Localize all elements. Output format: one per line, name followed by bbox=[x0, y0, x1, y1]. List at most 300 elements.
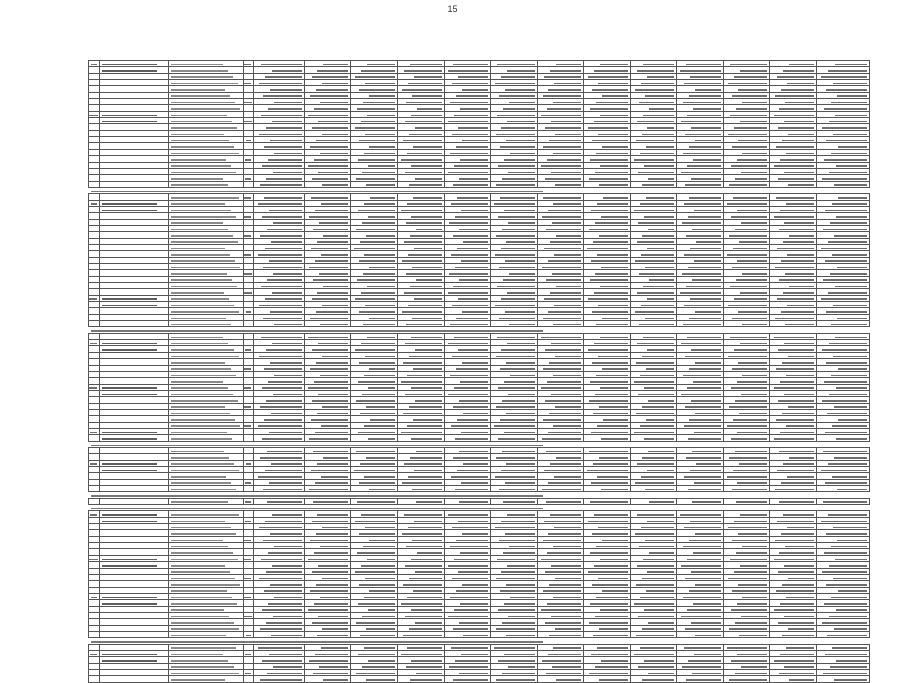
cell-text bbox=[602, 590, 628, 592]
cell-text bbox=[779, 229, 815, 231]
cell-text bbox=[359, 533, 395, 535]
cell-text bbox=[689, 540, 721, 542]
cell-text bbox=[319, 666, 349, 668]
cell-text bbox=[171, 241, 238, 243]
cell-text bbox=[643, 559, 674, 561]
cell-text bbox=[553, 102, 582, 104]
source-cell bbox=[169, 676, 243, 682]
cell-text bbox=[171, 616, 229, 618]
cell-text bbox=[102, 305, 157, 307]
cell-text bbox=[316, 311, 349, 313]
cell-text bbox=[358, 432, 395, 434]
cell-text bbox=[171, 305, 234, 307]
cell-text bbox=[402, 89, 441, 91]
cell-text bbox=[171, 89, 224, 91]
cell-text bbox=[171, 635, 226, 637]
cell-text bbox=[590, 501, 628, 503]
cell-text bbox=[102, 210, 157, 212]
cell-text bbox=[451, 476, 488, 478]
cell-text bbox=[593, 635, 628, 637]
cell-text bbox=[821, 470, 867, 472]
cell-text bbox=[366, 679, 395, 681]
cell-text bbox=[311, 419, 349, 421]
cell-text bbox=[367, 559, 395, 561]
cell-text bbox=[171, 362, 225, 364]
cell-text bbox=[244, 387, 251, 389]
cell-text bbox=[603, 197, 628, 199]
cell-text bbox=[366, 457, 395, 459]
cell-text bbox=[318, 172, 348, 174]
cell-text bbox=[270, 584, 302, 586]
cell-text bbox=[640, 647, 674, 649]
cell-text bbox=[171, 216, 235, 218]
cell-text bbox=[554, 254, 581, 256]
cell-text bbox=[318, 121, 349, 123]
cell-text bbox=[735, 451, 767, 453]
cell-text bbox=[454, 609, 488, 611]
cell-text bbox=[322, 578, 348, 580]
cell-text bbox=[506, 241, 534, 243]
cell-text bbox=[732, 590, 767, 592]
cell-text bbox=[695, 311, 721, 313]
cell-text bbox=[312, 521, 349, 523]
cell-text bbox=[244, 578, 252, 580]
cell-text bbox=[598, 578, 628, 580]
cell-text bbox=[459, 501, 488, 503]
cell-text bbox=[836, 438, 867, 440]
cell-text bbox=[413, 146, 442, 148]
cell-text bbox=[780, 603, 814, 605]
cell-text bbox=[635, 89, 674, 91]
cell-text bbox=[788, 134, 814, 136]
cell-text bbox=[595, 394, 628, 396]
cell-text bbox=[542, 438, 582, 440]
cell-text bbox=[742, 324, 768, 326]
cell-text bbox=[453, 64, 488, 66]
cell-text bbox=[272, 70, 302, 72]
cell-text bbox=[787, 254, 814, 256]
cell-text bbox=[786, 375, 814, 377]
cell-text bbox=[837, 540, 867, 542]
cell-text bbox=[259, 578, 302, 580]
cell-text bbox=[647, 349, 674, 351]
cell-text bbox=[595, 616, 628, 618]
cell-text bbox=[452, 578, 488, 580]
cell-text bbox=[785, 273, 814, 275]
cell-text bbox=[829, 394, 867, 396]
cell-text bbox=[359, 362, 395, 364]
cell-text bbox=[504, 603, 535, 605]
cell-text bbox=[313, 673, 349, 675]
cell-text bbox=[645, 540, 674, 542]
cell-text bbox=[776, 368, 814, 370]
cell-text bbox=[823, 229, 867, 231]
cell-text bbox=[412, 540, 441, 542]
cell-text bbox=[548, 432, 582, 434]
cell-text bbox=[359, 311, 395, 313]
cell-text bbox=[309, 489, 348, 491]
cell-text bbox=[357, 501, 395, 503]
cell-text bbox=[267, 673, 302, 675]
cell-text bbox=[271, 635, 302, 637]
cell-text bbox=[825, 210, 867, 212]
cell-text bbox=[774, 165, 814, 167]
cell-text bbox=[730, 286, 768, 288]
cell-text bbox=[504, 654, 535, 656]
note-text bbox=[91, 191, 544, 192]
cell-text bbox=[270, 533, 302, 535]
cell-text bbox=[501, 571, 534, 573]
cell-text bbox=[541, 165, 581, 167]
cell-text bbox=[409, 628, 441, 630]
cell-text bbox=[589, 178, 628, 180]
cell-text bbox=[789, 64, 814, 66]
cell-text bbox=[555, 628, 581, 630]
cell-text bbox=[740, 70, 768, 72]
cell-text bbox=[448, 292, 489, 294]
cell-text bbox=[171, 197, 238, 199]
cell-text bbox=[404, 241, 442, 243]
cell-text bbox=[102, 349, 157, 351]
cell-text bbox=[412, 95, 441, 97]
cell-text bbox=[262, 609, 302, 611]
cell-text bbox=[260, 406, 302, 408]
cell-text bbox=[550, 292, 581, 294]
cell-text bbox=[450, 375, 488, 377]
cell-text bbox=[642, 184, 674, 186]
cell-text bbox=[365, 305, 395, 307]
cell-text bbox=[824, 603, 867, 605]
cell-text bbox=[686, 235, 721, 237]
cell-text bbox=[245, 501, 251, 503]
cell-text bbox=[244, 540, 251, 542]
cell-text bbox=[549, 362, 581, 364]
cell-text bbox=[102, 603, 157, 605]
cell-text bbox=[171, 375, 235, 377]
cell-text bbox=[787, 83, 814, 85]
cell-text bbox=[273, 666, 302, 668]
cell-text bbox=[171, 387, 227, 389]
cell-text bbox=[417, 552, 442, 554]
cell-text bbox=[362, 616, 395, 618]
cell-text bbox=[171, 438, 232, 440]
cell-text bbox=[259, 83, 302, 85]
cell-text bbox=[785, 546, 814, 548]
cell-text bbox=[368, 438, 395, 440]
cell-text bbox=[778, 571, 814, 573]
cell-text bbox=[639, 324, 674, 326]
cell-text bbox=[588, 349, 628, 351]
note-text bbox=[91, 508, 544, 509]
cell-text bbox=[362, 394, 395, 396]
cell-text bbox=[354, 248, 395, 250]
cell-text bbox=[693, 381, 721, 383]
cell-text bbox=[599, 679, 628, 681]
cell-text bbox=[550, 70, 581, 72]
cell-text bbox=[359, 89, 395, 91]
cell-text bbox=[496, 235, 534, 237]
cell-text bbox=[686, 457, 721, 459]
cell-text bbox=[684, 254, 721, 256]
cell-text bbox=[732, 540, 768, 542]
cell-text bbox=[461, 210, 488, 212]
cell-text bbox=[459, 229, 488, 231]
cell-text bbox=[594, 343, 628, 345]
cell-text bbox=[407, 153, 442, 155]
cell-text bbox=[90, 432, 97, 434]
cell-text bbox=[89, 115, 98, 117]
cell-text bbox=[547, 108, 582, 110]
cell-text bbox=[556, 457, 582, 459]
cell-text bbox=[551, 565, 582, 567]
cell-text bbox=[550, 463, 581, 465]
cell-text bbox=[452, 356, 488, 358]
cell-text bbox=[272, 565, 302, 567]
cell-text bbox=[409, 406, 441, 408]
cell-text bbox=[831, 324, 867, 326]
cell-text bbox=[364, 375, 395, 377]
cell-text bbox=[320, 102, 349, 104]
cell-text bbox=[680, 292, 721, 294]
cell-text bbox=[826, 362, 867, 364]
cell-text bbox=[777, 76, 814, 78]
cell-text bbox=[780, 654, 814, 656]
cell-text bbox=[368, 660, 395, 662]
cell-text bbox=[496, 356, 535, 358]
cell-text bbox=[602, 368, 628, 370]
cell-text bbox=[553, 597, 581, 599]
cell-text bbox=[272, 514, 302, 516]
cell-text bbox=[689, 318, 721, 320]
cell-text bbox=[496, 457, 534, 459]
cell-text bbox=[553, 153, 581, 155]
cell-text bbox=[268, 552, 302, 554]
cell-text bbox=[690, 470, 721, 472]
cell-text bbox=[308, 165, 348, 167]
cell-text bbox=[637, 70, 674, 72]
cell-text bbox=[546, 501, 581, 503]
cell-text bbox=[317, 514, 348, 516]
cell-text bbox=[244, 83, 252, 85]
cell-text bbox=[244, 64, 251, 66]
value-cell bbox=[304, 676, 351, 682]
cell-text bbox=[313, 501, 348, 503]
cell-text bbox=[102, 70, 157, 72]
cell-text bbox=[642, 457, 674, 459]
budget-table bbox=[88, 60, 870, 683]
cell-text bbox=[595, 273, 627, 275]
cell-text bbox=[784, 666, 814, 668]
cell-text bbox=[638, 666, 674, 668]
cell-text bbox=[402, 260, 442, 262]
cell-text bbox=[831, 153, 867, 155]
cell-text bbox=[649, 108, 674, 110]
cell-text bbox=[733, 248, 767, 250]
cell-text bbox=[90, 343, 96, 345]
cell-text bbox=[370, 197, 395, 199]
cell-text bbox=[455, 489, 488, 491]
cell-text bbox=[737, 603, 768, 605]
cell-text bbox=[693, 159, 721, 161]
cell-text bbox=[781, 482, 814, 484]
cell-text bbox=[642, 134, 675, 136]
cell-text bbox=[322, 305, 349, 307]
cell-text bbox=[779, 451, 815, 453]
cell-text bbox=[411, 115, 442, 117]
cell-text bbox=[781, 533, 814, 535]
cell-text bbox=[314, 108, 349, 110]
cell-text bbox=[407, 375, 442, 377]
cell-text bbox=[415, 622, 441, 624]
cell-text bbox=[542, 489, 581, 491]
cell-text bbox=[415, 178, 441, 180]
cell-text bbox=[499, 95, 535, 97]
cell-text bbox=[829, 616, 867, 618]
cell-text bbox=[320, 324, 349, 326]
cell-text bbox=[832, 254, 867, 256]
cell-text bbox=[646, 197, 674, 199]
cell-text bbox=[462, 140, 488, 142]
cell-text bbox=[733, 197, 768, 199]
cell-text bbox=[323, 457, 349, 459]
cell-text bbox=[634, 381, 675, 383]
cell-text bbox=[835, 286, 867, 288]
cell-text bbox=[696, 463, 721, 465]
cell-text bbox=[355, 298, 395, 300]
cell-text bbox=[741, 222, 767, 224]
cell-text bbox=[89, 387, 97, 389]
cell-text bbox=[171, 647, 236, 649]
note-text bbox=[91, 445, 544, 446]
cell-text bbox=[599, 235, 628, 237]
cell-text bbox=[642, 628, 674, 630]
cell-text bbox=[593, 241, 628, 243]
cell-text bbox=[410, 679, 442, 681]
cell-text bbox=[171, 527, 230, 529]
cell-text bbox=[831, 546, 867, 548]
cell-text bbox=[262, 438, 302, 440]
cell-text bbox=[647, 470, 675, 472]
cell-text bbox=[648, 400, 674, 402]
cell-text bbox=[636, 140, 675, 142]
cell-text bbox=[453, 184, 489, 186]
cell-text bbox=[783, 292, 814, 294]
cell-text bbox=[494, 425, 535, 427]
cell-text bbox=[506, 140, 535, 142]
cell-text bbox=[684, 425, 721, 427]
cell-text bbox=[258, 647, 302, 649]
cell-text bbox=[825, 260, 867, 262]
cell-text bbox=[414, 521, 441, 523]
cell-text bbox=[554, 476, 581, 478]
cell-text bbox=[780, 381, 814, 383]
cell-text bbox=[271, 241, 302, 243]
cell-text bbox=[782, 584, 814, 586]
cell-text bbox=[734, 521, 768, 523]
cell-text bbox=[634, 432, 674, 434]
cell-text bbox=[403, 635, 441, 637]
cell-text bbox=[102, 64, 157, 66]
cell-text bbox=[681, 565, 721, 567]
cell-text bbox=[458, 127, 488, 129]
cell-text bbox=[779, 673, 815, 675]
cell-text bbox=[556, 235, 582, 237]
cell-text bbox=[171, 210, 230, 212]
cell-text bbox=[637, 343, 674, 345]
cell-text bbox=[497, 286, 535, 288]
cell-text bbox=[416, 229, 442, 231]
cell-text bbox=[265, 248, 302, 250]
cell-text bbox=[600, 559, 628, 561]
cell-text bbox=[779, 279, 814, 281]
cell-text bbox=[369, 95, 395, 97]
cell-text bbox=[171, 153, 239, 155]
cell-text bbox=[693, 108, 721, 110]
cell-text bbox=[362, 222, 395, 224]
cell-text bbox=[244, 235, 251, 237]
cell-text bbox=[449, 222, 488, 224]
cell-text bbox=[589, 400, 628, 402]
note-text bbox=[91, 330, 544, 331]
cell-text bbox=[496, 679, 534, 681]
cell-text bbox=[244, 597, 252, 599]
cell-text bbox=[641, 83, 674, 85]
cell-text bbox=[834, 406, 867, 408]
cell-text bbox=[733, 419, 768, 421]
cell-text bbox=[457, 248, 488, 250]
cell-text bbox=[601, 489, 627, 491]
cell-text bbox=[780, 159, 814, 161]
cell-text bbox=[455, 660, 488, 662]
cell-text bbox=[600, 337, 628, 339]
cell-text bbox=[837, 95, 867, 97]
cell-text bbox=[598, 527, 628, 529]
cell-text bbox=[361, 514, 395, 516]
cell-text bbox=[774, 438, 814, 440]
cell-text bbox=[555, 356, 581, 358]
cell-text bbox=[408, 527, 441, 529]
cell-text bbox=[171, 140, 229, 142]
cell-text bbox=[361, 121, 395, 123]
cell-text bbox=[545, 127, 581, 129]
cell-text bbox=[833, 83, 867, 85]
cell-text bbox=[405, 565, 442, 567]
cell-text bbox=[500, 368, 535, 370]
cell-text bbox=[789, 286, 814, 288]
cell-text bbox=[362, 666, 395, 668]
cell-text bbox=[312, 571, 348, 573]
cell-text bbox=[685, 628, 721, 630]
cell-text bbox=[736, 552, 767, 554]
cell-text bbox=[264, 368, 302, 370]
cell-text bbox=[261, 559, 302, 561]
cell-text bbox=[834, 457, 867, 459]
cell-text bbox=[171, 356, 238, 358]
cell-text bbox=[600, 115, 628, 117]
cell-text bbox=[594, 565, 628, 567]
cell-text bbox=[269, 210, 302, 212]
cell-text bbox=[784, 172, 814, 174]
cell-text bbox=[591, 260, 627, 262]
cell-text bbox=[781, 311, 814, 313]
cell-text bbox=[102, 654, 157, 656]
cell-text bbox=[266, 622, 302, 624]
cell-text bbox=[411, 387, 442, 389]
cell-text bbox=[543, 197, 581, 199]
cell-text bbox=[642, 235, 674, 237]
cell-text bbox=[644, 387, 675, 389]
cell-text bbox=[269, 482, 302, 484]
